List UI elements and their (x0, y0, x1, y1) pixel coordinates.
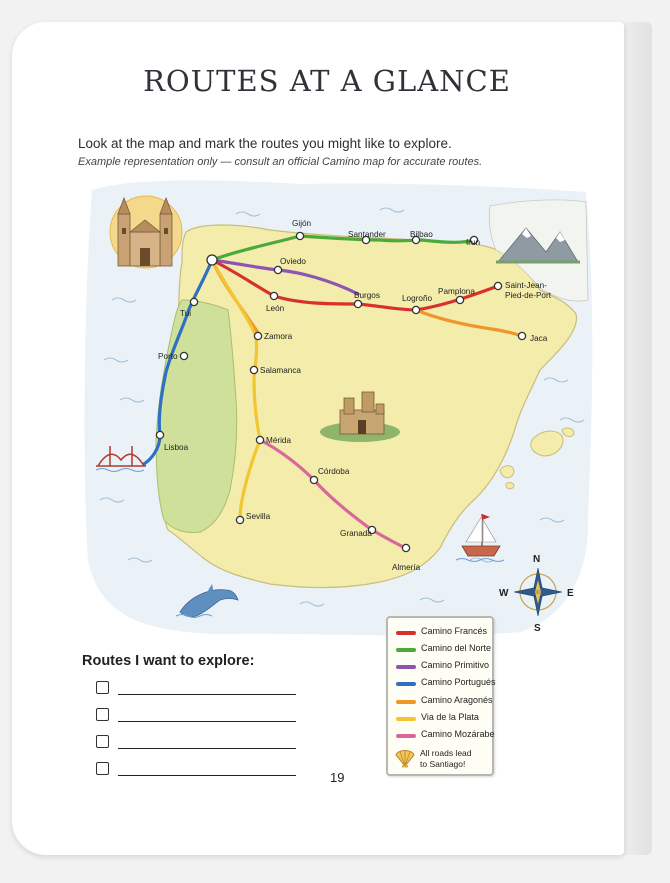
compass-w: W (499, 588, 509, 599)
scallop-shell-icon (394, 746, 416, 768)
city-marker-logrono (412, 306, 419, 313)
instructions-text: Look at the map and mark the routes you might like to explore. (78, 136, 452, 151)
city-marker-gijon (296, 232, 303, 239)
write-in-line[interactable] (118, 748, 296, 749)
checkbox[interactable] (96, 708, 109, 721)
city-label-zamora: Zamora (264, 332, 293, 341)
legend-swatch (396, 700, 416, 704)
city-label-granada: Granada (340, 529, 372, 538)
write-in-line[interactable] (118, 721, 296, 722)
checkbox[interactable] (96, 681, 109, 694)
legend-swatch (396, 631, 416, 635)
checklist-row (96, 680, 306, 696)
city-label-irun: Irun (466, 238, 481, 247)
city-label-sevilla: Sevilla (246, 512, 271, 521)
cathedral-icon (110, 196, 182, 268)
city-label-oviedo: Oviedo (280, 257, 306, 266)
legend-swatch (396, 648, 416, 652)
legend-label: Camino Primitivo (421, 660, 490, 670)
city-label-sjpp-2: Pied-de-Port (505, 291, 551, 300)
legend-footer-line1: All roads lead (420, 748, 472, 758)
city-marker-cordoba (310, 476, 317, 483)
checkbox[interactable] (96, 735, 109, 748)
legend-label: Camino Mozárabe (421, 729, 495, 739)
checklist-row (96, 761, 306, 777)
compass-s: S (534, 623, 541, 634)
page-number: 19 (330, 770, 345, 785)
city-marker-burgos (354, 300, 361, 307)
city-marker-oviedo (274, 266, 281, 273)
city-label-almeria: Almería (392, 563, 421, 572)
legend-label: Camino Portugués (421, 677, 496, 687)
legend-label: Camino Aragonés (421, 695, 493, 705)
legend-swatch (396, 717, 416, 721)
city-marker-santiago (207, 255, 217, 265)
legend-label: Camino Francés (421, 626, 488, 636)
city-marker-jaca (518, 332, 525, 339)
city-label-pamplona: Pamplona (438, 287, 475, 296)
page-title: ROUTES AT A GLANCE (143, 64, 511, 98)
city-label-gijon: Gijón (292, 219, 312, 228)
city-label-porto: Porto (158, 352, 178, 361)
city-marker-salamanca (250, 366, 257, 373)
city-marker-sjpp (494, 282, 501, 289)
city-label-salamanca: Salamanca (260, 366, 301, 375)
legend-swatch (396, 682, 416, 686)
city-label-burgos: Burgos (354, 291, 380, 300)
city-marker-tui (190, 298, 197, 305)
map-legend (386, 616, 494, 776)
legend-swatch (396, 665, 416, 669)
legend-item-mozarabe (396, 729, 496, 743)
disclaimer-text: Example representation only — consult an official Camino map for accurate routes. (78, 156, 483, 168)
city-marker-pamplona (456, 296, 463, 303)
legend-footer-line2: to Santiago! (420, 759, 466, 769)
city-marker-sevilla (236, 516, 243, 523)
checkbox[interactable] (96, 762, 109, 775)
city-marker-almeria (402, 544, 409, 551)
city-label-sjpp-1: Saint-Jean- (505, 281, 547, 290)
city-marker-porto (180, 352, 187, 359)
write-in-line[interactable] (118, 694, 296, 695)
compass-n: N (533, 554, 541, 565)
city-marker-merida (256, 436, 263, 443)
legend-footer (420, 748, 492, 770)
legend-swatch (396, 734, 416, 738)
legend-label: Via de la Plata (421, 712, 479, 722)
compass-e: E (567, 588, 574, 599)
checklist-row (96, 707, 306, 723)
city-label-leon: León (266, 304, 285, 313)
city-label-lisboa: Lisboa (164, 443, 189, 452)
explore-title: Routes I want to explore: (82, 653, 255, 669)
legend-item-portugues (396, 677, 496, 691)
legend-item-plata (396, 712, 496, 726)
city-label-merida: Mérida (266, 436, 292, 445)
legend-label: Camino del Norte (421, 643, 492, 653)
city-label-logrono: Logroño (402, 294, 433, 303)
city-marker-lisboa (156, 431, 163, 438)
city-marker-zamora (254, 332, 261, 339)
city-label-santander: Santander (348, 230, 386, 239)
checklist-row (96, 734, 306, 750)
city-label-bilbao: Bilbao (410, 230, 433, 239)
city-label-tui: Tui (180, 309, 192, 318)
city-label-jaca: Jaca (530, 334, 548, 343)
city-marker-leon (270, 292, 277, 299)
city-label-cordoba: Córdoba (318, 467, 350, 476)
write-in-line[interactable] (118, 775, 296, 776)
legend-item-primitivo (396, 660, 496, 674)
legend-item-frances (396, 626, 496, 640)
legend-item-norte (396, 643, 496, 657)
legend-item-aragones (396, 695, 496, 709)
formentera-island (506, 483, 514, 489)
